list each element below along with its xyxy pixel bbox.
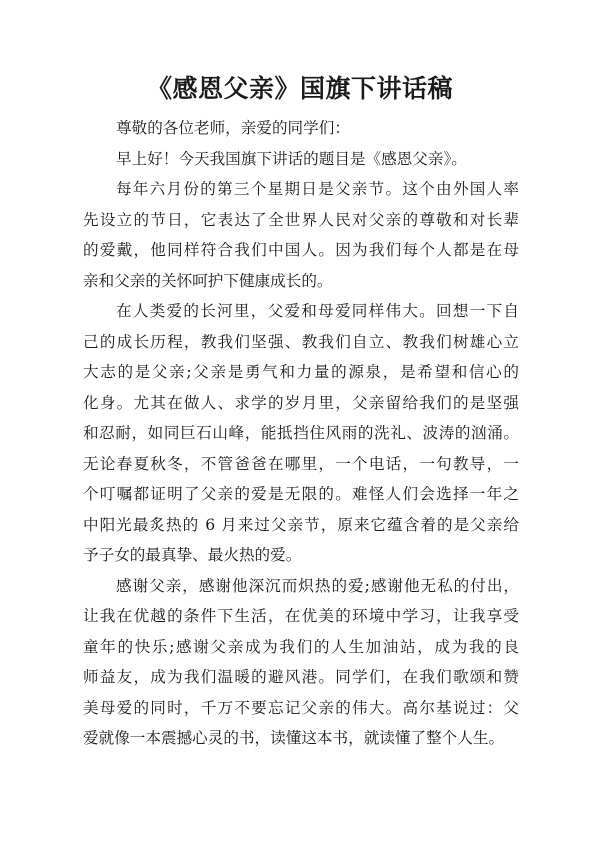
text-line: 化身。尤其在做人、求学的岁月里，父亲留给我们的是坚强 <box>83 393 519 412</box>
text-line: 师益友，成为我们温暖的避风港。同学们，在我们歌颂和赞 <box>83 668 519 686</box>
text-line: 大志的是父亲;父亲是勇气和力量的源泉，是希望和信心的 <box>83 363 519 381</box>
text-line: 和忍耐，如同巨石山峰，能抵挡住风雨的洗礼、波涛的汹涌。 <box>83 424 519 442</box>
text-line: 每年六月份的第三个星期日是父亲节。这个由外国人率 <box>116 180 519 198</box>
text-line: 在人类爱的长河里，父爱和母爱同样伟大。回想一下自 <box>116 302 519 320</box>
text-line: 童年的快乐;感谢父亲成为我们的人生加油站，成为我的良 <box>83 637 519 656</box>
text-line: 感谢父亲，感谢他深沉而炽热的爱;感谢他无私的付出， <box>116 576 519 595</box>
text-line: 个叮嘱都证明了父亲的爱是无限的。难怪人们会选择一年之 <box>83 485 519 503</box>
document-title: 《感恩父亲》国旗下讲话稿 <box>146 74 453 103</box>
document-body <box>83 113 519 754</box>
text-line: 无论春夏秋冬，不管爸爸在哪里，一个电话，一句教导，一 <box>83 454 519 473</box>
text-line: 早上好！今天我国旗下讲话的题目是《感恩父亲》。 <box>116 149 467 168</box>
text-line: 尊敬的各位老师，亲爱的同学们： <box>116 119 350 137</box>
text-line: 中阳光最炙热的 6 月来过父亲节，原来它蕴含着的是父亲给 <box>83 515 519 534</box>
text-line: 亲和父亲的关怀呵护下健康成长的。 <box>83 271 333 290</box>
text-line: 的爱戴，他同样符合我们中国人。因为我们每个人都是在母 <box>83 241 519 259</box>
text-line: 己的成长历程，教我们坚强、教我们自立、教我们树雄心立 <box>83 332 519 351</box>
text-line: 让我在优越的条件下生活，在优美的环境中学习，让我享受 <box>83 607 519 625</box>
text-line: 爱就像一本震撼心灵的书，读懂这本书，就读懂了整个人生。 <box>83 729 505 747</box>
text-line: 美母爱的同时，千万不要忘记父亲的伟大。高尔基说过：父 <box>83 698 519 717</box>
text-line: 先设立的节日，它表达了全世界人民对父亲的尊敬和对长辈 <box>83 210 519 229</box>
text-line: 予子女的最真挚、最火热的爱。 <box>83 546 302 564</box>
